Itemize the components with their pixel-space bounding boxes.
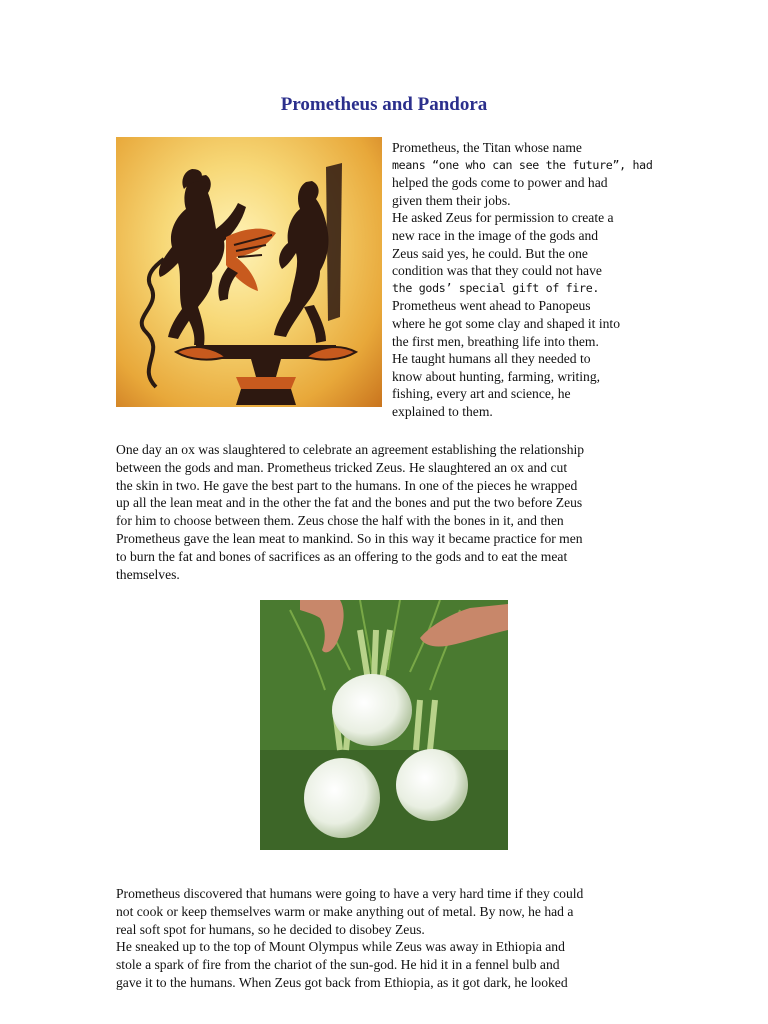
intro-line: Prometheus went ahead to Panopeus: [392, 298, 591, 314]
intro-line: given them their jobs.: [392, 192, 511, 208]
ox-line: for him to choose between them. Zeus chose the half with the bones in it, and then: [116, 513, 564, 529]
fennel-bulbs-photo: [260, 600, 508, 850]
intro-line: helped the gods come to power and had: [392, 175, 608, 191]
intro-line: means “one who can see the future”, had: [392, 157, 653, 172]
prometheus-figures-drawing: [116, 137, 382, 407]
ox-line: Prometheus gave the lean meat to mankind. So in this way it became practice for men: [116, 530, 583, 546]
fire-line: real soft spot for humans, so he decided to disobey Zeus.: [116, 921, 425, 937]
ox-line: One day an ox was slaughtered to celebrate an agreement establishing the relationship: [116, 442, 585, 457]
ox-line: between the gods and man. Prometheus tricked Zeus. He slaughtered an ox and cut: [116, 459, 568, 475]
page-title: Prometheus and Pandora: [280, 94, 488, 115]
fire-line: gave it to the humans. When Zeus got back from Ethiopia, as it got dark, he looked: [116, 974, 568, 990]
ox-paragraph: [116, 441, 656, 583]
fire-paragraph: [116, 885, 656, 992]
fire-line: He sneaked up to the top of Mount Olympus while Zeus was away in Ethiopia and: [116, 939, 565, 955]
ox-line: themselves.: [116, 566, 180, 582]
intro-line: explained to them.: [392, 403, 493, 419]
intro-line: where he got some clay and shaped it into: [392, 315, 621, 331]
greek-vase-illustration: [116, 137, 382, 407]
intro-line: new race in the image of the gods and: [392, 227, 599, 243]
ox-line: to burn the fat and bones of sacrifices as an offering to the gods and to eat the meat: [116, 548, 568, 564]
ox-line: the skin in two. He gave the best part to the humans. In one of the pieces he wrapped: [116, 477, 578, 493]
intro-line: fishing, every art and science, he: [392, 386, 571, 402]
intro-paragraph: [392, 139, 662, 421]
intro-line: the gods’ special gift of fire.: [392, 280, 600, 295]
intro-line: the first men, breathing life into them.: [392, 333, 599, 349]
fire-line: not cook or keep themselves warm or make anything out of metal. By now, he had a: [116, 903, 574, 919]
fennel-drawing: [260, 600, 508, 850]
ox-line: up all the lean meat and in the other the fat and the bones and put the two before Zeus: [116, 495, 583, 511]
intro-line: Zeus said yes, he could. But the one: [392, 245, 588, 261]
fire-line: Prometheus discovered that humans were going to have a very hard time if they could: [116, 886, 584, 901]
intro-line: know about hunting, farming, writing,: [392, 368, 601, 384]
intro-line: He asked Zeus for permission to create a: [392, 210, 614, 226]
intro-line: He taught humans all they needed to: [392, 351, 591, 367]
fire-line: stole a spark of fire from the chariot of the sun-god. He hid it in a fennel bulb and: [116, 957, 560, 973]
intro-line: condition was that they could not have: [392, 263, 602, 279]
intro-line: Prometheus, the Titan whose name: [392, 140, 582, 155]
